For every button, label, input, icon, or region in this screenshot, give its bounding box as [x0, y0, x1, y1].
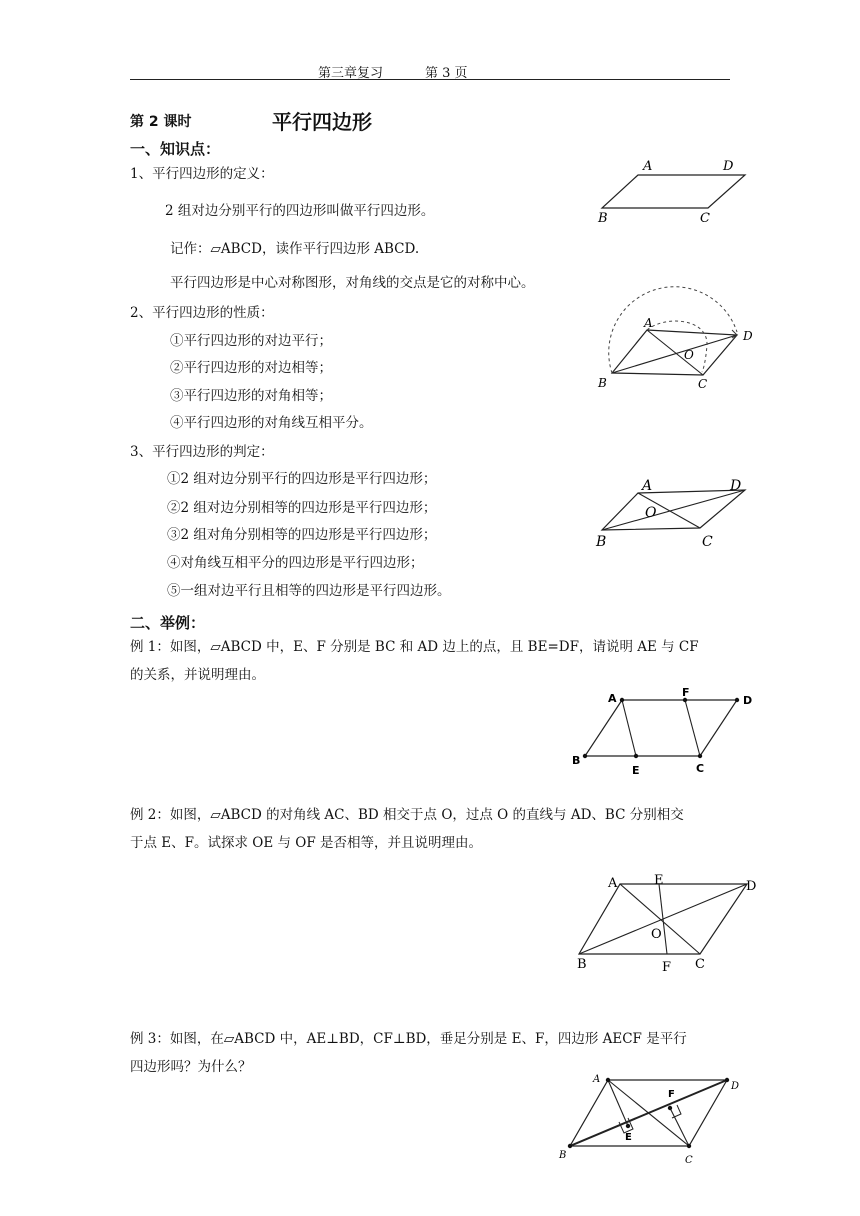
- vertex-label: F: [668, 1089, 675, 1100]
- vertex-label: D: [730, 478, 742, 494]
- vertex-label: E: [625, 1132, 632, 1143]
- example2-text: 例 2：如图，▱ABCD 的对角线 AC、BD 相交于点 O，过点 O 的直线与 AD、BC 分别相交: [130, 807, 684, 823]
- vertex-label: B: [596, 534, 607, 550]
- property-item: ③平行四边形的对角相等；: [170, 388, 332, 404]
- diagonal-bd: [602, 490, 745, 530]
- vertex-label: D: [723, 159, 734, 174]
- parallelogram-shape: [585, 700, 737, 756]
- center-label: O: [645, 505, 657, 521]
- diagonals-figure: [590, 470, 770, 550]
- vertex-label: D: [731, 1081, 740, 1092]
- header-chapter: 第三章复习: [318, 66, 384, 81]
- section-heading-knowledge: 一、知识点：: [130, 140, 221, 158]
- vertex-label: E: [632, 764, 640, 777]
- point-c: [698, 754, 702, 758]
- vertex-label: B: [559, 1150, 567, 1161]
- perpendicular-cf: [670, 1108, 689, 1146]
- vertex-label: C: [700, 211, 710, 226]
- section-heading-examples: 二、举例：: [130, 614, 206, 632]
- vertex-label: B: [572, 754, 581, 767]
- point-b: [568, 1144, 572, 1148]
- property-item: ④平行四边形的对角线互相平分。: [170, 415, 373, 431]
- vertex-label: F: [662, 960, 672, 975]
- diagonal-ac: [608, 1080, 689, 1146]
- example1-text: 例 1：如图，▱ABCD 中，E、F 分别是 BC 和 AD 边上的点，且 BE=DF，请说明 AE 与 CF: [130, 639, 699, 655]
- vertex-label: A: [608, 876, 618, 891]
- vertex-label: C: [698, 377, 708, 391]
- example3-figure: [555, 1070, 755, 1170]
- segment-ae: [622, 700, 636, 756]
- vertex-label: C: [696, 762, 705, 775]
- point-d: [735, 698, 739, 702]
- vertex-label: B: [598, 211, 608, 226]
- example1-text: 的关系，并说明理由。: [130, 667, 265, 683]
- definition-heading: 1、平行四边形的定义：: [130, 166, 274, 182]
- example2-text: 于点 E、F。试探求 OE 与 OF 是否相等，并且说明理由。: [130, 835, 483, 851]
- criterion-item: ③2 组对角分别相等的四边形是平行四边形；: [167, 527, 437, 543]
- lesson-title: 平行四边形: [272, 110, 372, 134]
- criterion-item: ①2 组对边分别平行的四边形是平行四边形；: [167, 471, 437, 487]
- center-label: O: [684, 348, 694, 362]
- vertex-label: E: [654, 873, 664, 888]
- vertex-label: B: [577, 957, 587, 972]
- segment-cf: [685, 700, 700, 756]
- diagonal-ac: [647, 330, 703, 375]
- example1-figure: [565, 680, 765, 780]
- vertex-label: A: [608, 692, 617, 705]
- notation-line: 记作：▱ABCD，读作平行四边形 ABCD.: [170, 241, 420, 257]
- properties-heading: 2、平行四边形的性质：: [130, 305, 274, 321]
- vertex-label: D: [746, 879, 757, 894]
- parallelogram-shape: [602, 175, 745, 208]
- criterion-item: ②2 组对边分别相等的四边形是平行四边形；: [167, 500, 437, 516]
- diagonal-bd: [612, 335, 737, 373]
- example3-text: 例 3：如图，在▱ABCD 中，AE⊥BD，CF⊥BD，垂足分别是 E、F，四边形 AECF 是平行: [130, 1031, 687, 1047]
- point-c: [687, 1144, 691, 1148]
- vertex-label: D: [743, 329, 753, 343]
- point-a: [620, 698, 624, 702]
- point-b: [583, 754, 587, 758]
- perpendicular-ae: [608, 1080, 628, 1126]
- criterion-item: ⑤一组对边平行且相等的四边形是平行四边形。: [167, 583, 451, 599]
- property-item: ②平行四边形的对边相等；: [170, 360, 332, 376]
- point-e: [634, 754, 638, 758]
- property-item: ①平行四边形的对边平行；: [170, 333, 332, 349]
- symmetry-line: 平行四边形是中心对称图形，对角线的交点是它的对称中心。: [170, 275, 535, 291]
- vertex-label: A: [644, 316, 653, 330]
- vertex-label: C: [695, 957, 705, 972]
- header-rule: [130, 79, 730, 80]
- vertex-label: F: [682, 686, 690, 699]
- example2-figure: [565, 870, 765, 980]
- example3-text: 四边形吗？为什么？: [130, 1059, 252, 1075]
- right-angle-icon: [672, 1105, 681, 1118]
- center-label: O: [651, 927, 662, 942]
- criterion-item: ④对角线互相平分的四边形是平行四边形；: [167, 555, 424, 571]
- vertex-label: C: [685, 1155, 693, 1166]
- vertex-label: C: [702, 534, 713, 550]
- vertex-label: D: [743, 694, 753, 707]
- vertex-label: A: [642, 478, 653, 494]
- parallelogram-figure: [590, 150, 770, 230]
- central-symmetry-figure: [590, 280, 770, 395]
- lesson-number: 第 2 课时: [130, 114, 192, 130]
- point-f: [668, 1106, 672, 1110]
- vertex-label: B: [598, 376, 607, 390]
- criteria-heading: 3、平行四边形的判定：: [130, 444, 274, 460]
- vertex-label: A: [643, 159, 653, 174]
- vertex-label: A: [593, 1074, 601, 1085]
- point-d: [725, 1078, 729, 1082]
- header-page-number: 第 3 页: [425, 66, 468, 81]
- rotation-arc-outer: [609, 287, 737, 373]
- point-a: [606, 1078, 610, 1082]
- point-e: [626, 1124, 630, 1128]
- definition-line: 2 组对边分别平行的四边形叫做平行四边形。: [165, 203, 435, 219]
